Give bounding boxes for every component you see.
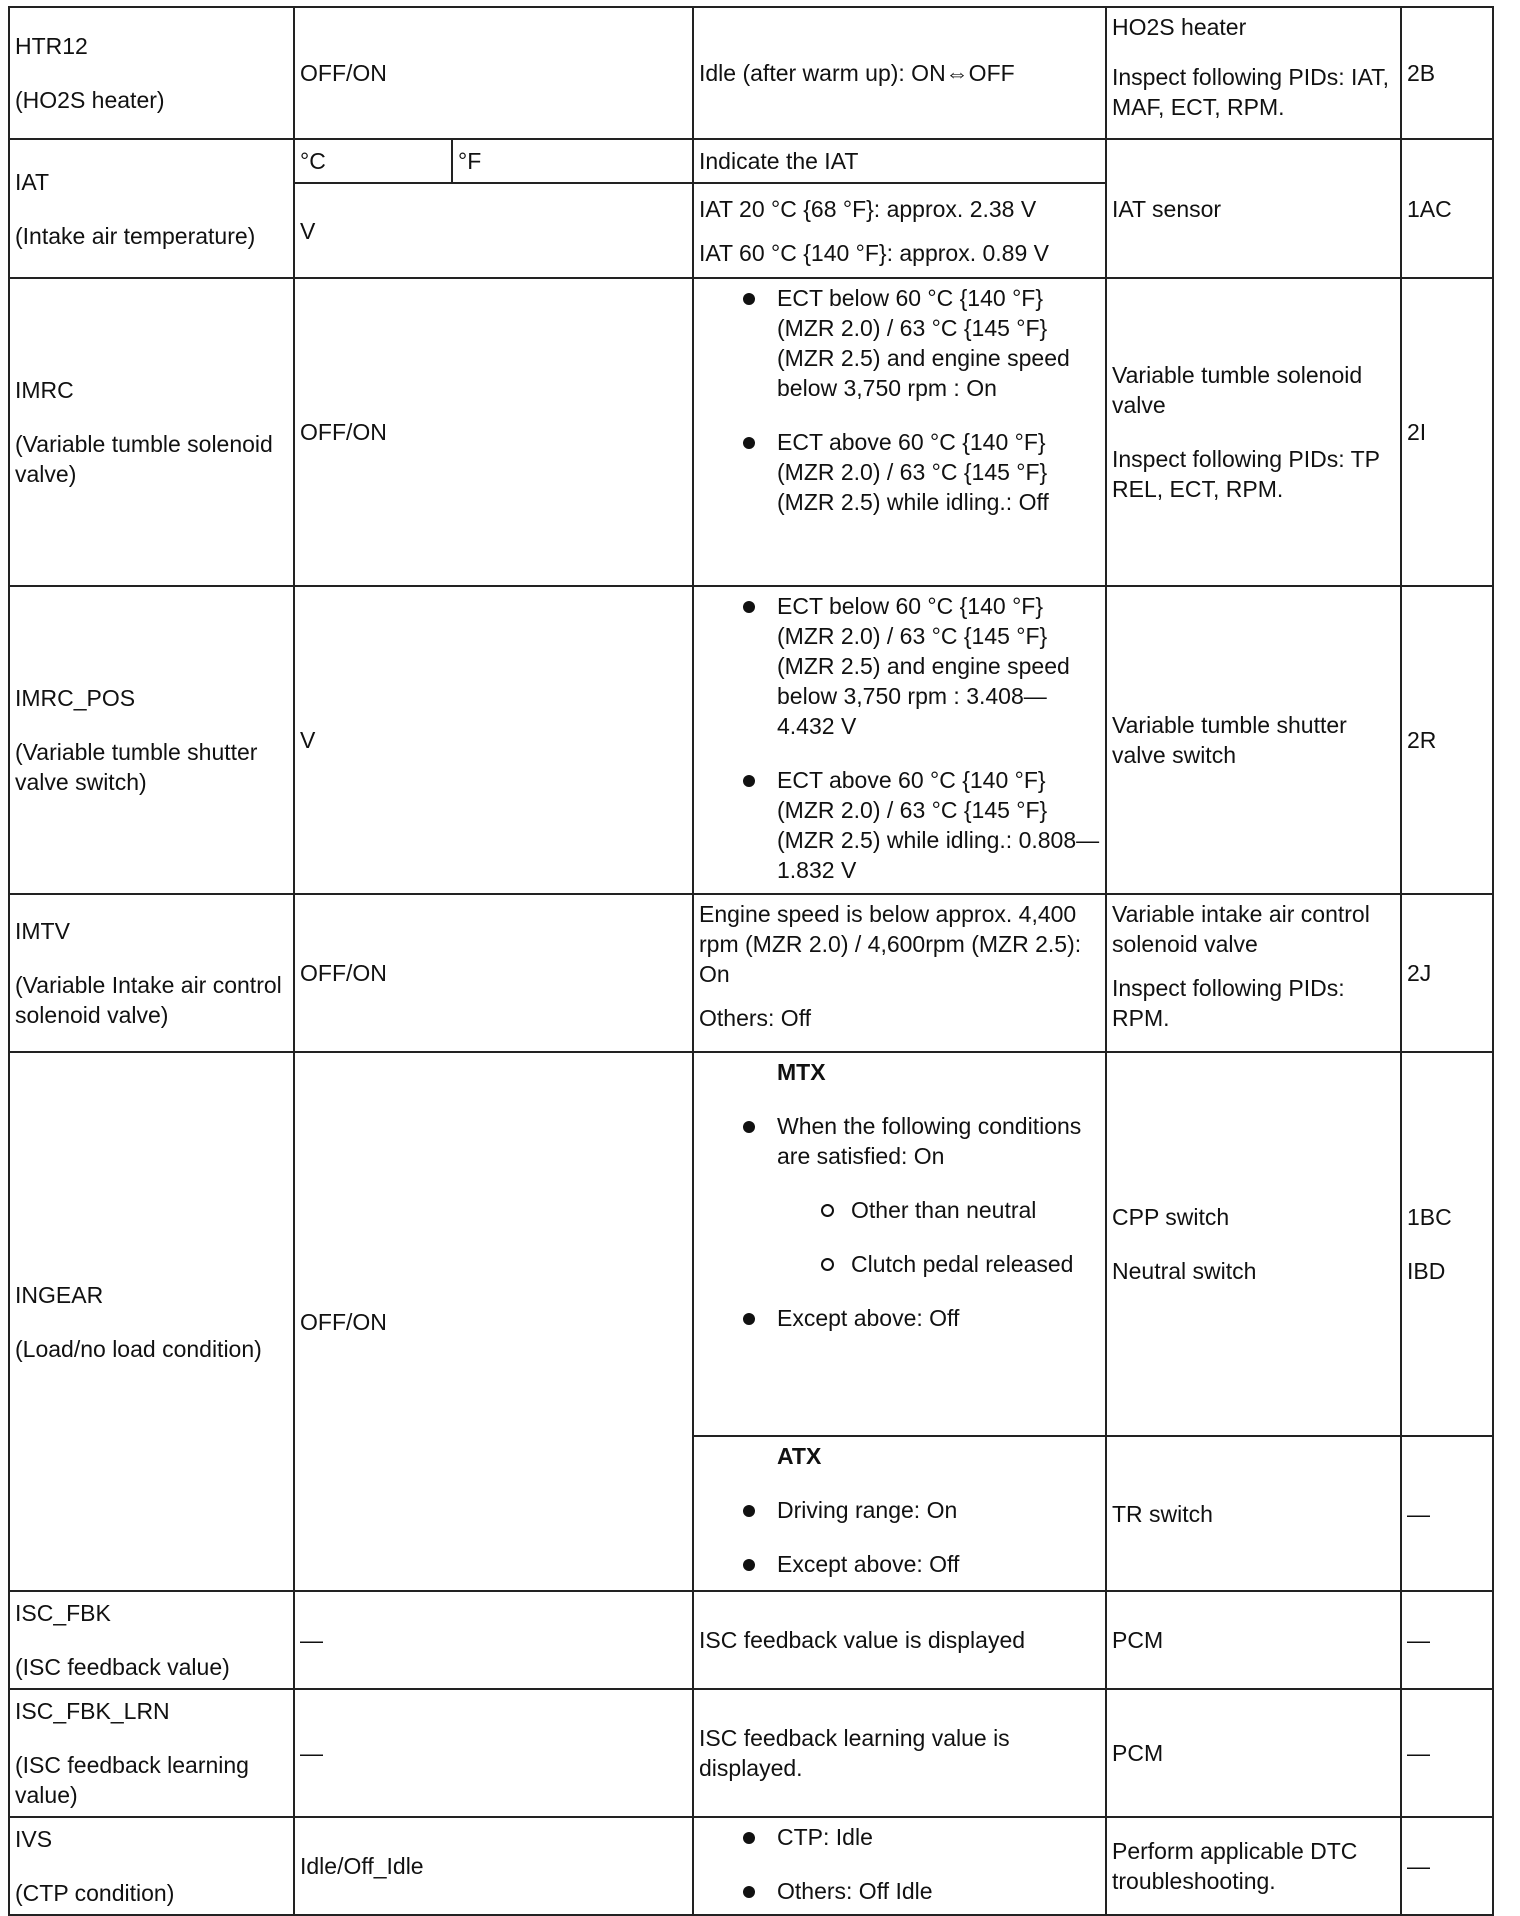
- condition-bullet: Except above: Off: [699, 1549, 1100, 1579]
- condition-cell: [693, 183, 1106, 278]
- table-row: [9, 894, 1493, 1052]
- unit-cell: OFF/ON: [294, 7, 693, 139]
- inspection-cell: Perform applicable DTC troubleshooting.: [1106, 1817, 1401, 1915]
- pid-cell: [9, 139, 294, 278]
- pid-description: (Load/no load condition): [15, 1335, 262, 1362]
- inspection-cell: [1106, 894, 1401, 1052]
- terminal-cell: 2I: [1401, 278, 1493, 586]
- condition-cell: Idle (after warm up): ON⇔OFF: [693, 7, 1106, 139]
- terminal-cell: 2J: [1401, 894, 1493, 1052]
- pid-cell: [9, 7, 294, 139]
- table-row: [9, 1817, 1493, 1915]
- atx-heading: ATX: [777, 1443, 822, 1469]
- pid-description: (Variable tumble shutter valve switch): [15, 739, 258, 795]
- condition-cell: ISC feedback value is displayed: [693, 1591, 1106, 1689]
- inspection-item: CPP switch: [1112, 1204, 1230, 1230]
- terminal-cell: —: [1401, 1817, 1493, 1915]
- inspection-cell: IAT sensor: [1106, 139, 1401, 278]
- pid-name: ISC_FBK: [15, 1600, 111, 1626]
- pid-description: (CTP condition): [15, 1880, 175, 1906]
- mtx-heading: MTX: [777, 1059, 826, 1085]
- terminal-value: IBD: [1407, 1258, 1446, 1284]
- pid-description: (ISC feedback learning value): [15, 1752, 249, 1808]
- pid-cell: [9, 278, 294, 586]
- terminal-cell: —: [1401, 1436, 1493, 1591]
- terminal-cell: 1AC: [1401, 139, 1493, 278]
- condition-bullet: When the following conditions are satisfied: On: [699, 1111, 1100, 1171]
- inspection-cell: PCM: [1106, 1689, 1401, 1817]
- pid-name: IAT: [15, 168, 50, 195]
- inspection-item: Variable intake air control solenoid valve: [1112, 901, 1370, 957]
- unit-cell: OFF/ON: [294, 278, 693, 586]
- condition-cell: [693, 586, 1106, 894]
- inspection-note: Inspect following PIDs: IAT, MAF, ECT, RPM.: [1112, 64, 1389, 120]
- table-row: [9, 1591, 1493, 1689]
- inspection-cell: [1106, 278, 1401, 586]
- terminal-value: 1BC: [1407, 1204, 1452, 1230]
- inspection-cell: [1106, 1052, 1401, 1436]
- inspection-item: Neutral switch: [1112, 1258, 1257, 1284]
- pid-cell: [9, 1052, 294, 1591]
- pid-name: INGEAR: [15, 1281, 104, 1308]
- unit-cell: OFF/ON: [294, 894, 693, 1052]
- inspection-cell: Variable tumble shutter valve switch: [1106, 586, 1401, 894]
- table-row: [9, 278, 1493, 586]
- terminal-cell: [1401, 1052, 1493, 1436]
- inspection-cell: TR switch: [1106, 1436, 1401, 1591]
- pid-description: (Variable tumble solenoid valve): [15, 431, 273, 487]
- condition-cell-atx: [693, 1436, 1106, 1591]
- inspection-item: Variable tumble solenoid valve: [1112, 362, 1363, 418]
- condition-bullet: Driving range: On: [699, 1495, 1100, 1525]
- inspection-note: Inspect following PIDs: TP REL, ECT, RPM.: [1112, 446, 1380, 502]
- pid-name: IMRC_POS: [15, 685, 136, 711]
- table-row: [9, 1689, 1493, 1817]
- condition-line: IAT 20 °C {68 °F}: approx. 2.38 V: [699, 195, 1037, 222]
- pid-description: (Variable Intake air control solenoid valve): [15, 972, 282, 1028]
- terminal-cell: 2R: [1401, 586, 1493, 894]
- pid-name: IMRC: [15, 377, 74, 403]
- condition-line: IAT 60 °C {140 °F}: approx. 0.89 V: [699, 239, 1049, 266]
- terminal-cell: —: [1401, 1689, 1493, 1817]
- condition-bullet: ECT below 60 °C {140 °F} (MZR 2.0) / 63 °C {145 °F} (MZR 2.5) and engine speed below 3,750 rpm : On: [699, 283, 1100, 403]
- unit-cell: —: [294, 1689, 693, 1817]
- condition-bullet: CTP: Idle: [699, 1822, 1100, 1852]
- table-row: [9, 7, 1493, 139]
- pid-cell: [9, 894, 294, 1052]
- unit-volt: V: [294, 183, 693, 278]
- condition-bullet: ECT above 60 °C {140 °F} (MZR 2.0) / 63 °C {145 °F} (MZR 2.5) while idling.: Off: [699, 427, 1100, 517]
- inspection-cell: [1106, 7, 1401, 139]
- unit-cell: Idle/Off_Idle: [294, 1817, 693, 1915]
- inspection-note: Inspect following PIDs: RPM.: [1112, 975, 1345, 1031]
- condition-cell: [693, 894, 1106, 1052]
- table-row: [9, 1052, 1493, 1436]
- unit-celsius: °C: [294, 139, 452, 183]
- condition-cell-mtx: [693, 1052, 1106, 1436]
- condition-cell: ISC feedback learning value is displayed.: [693, 1689, 1106, 1817]
- inspection-cell: PCM: [1106, 1591, 1401, 1689]
- unit-cell: —: [294, 1591, 693, 1689]
- pid-table: [8, 6, 1494, 1916]
- condition-cell: [693, 1817, 1106, 1915]
- pid-name: ISC_FBK_LRN: [15, 1698, 170, 1724]
- pid-description: (Intake air temperature): [15, 222, 256, 249]
- table-row: [9, 139, 1493, 183]
- pid-name: IMTV: [15, 918, 70, 944]
- condition-line: Others: Off: [699, 1005, 812, 1031]
- condition-bullet: ECT below 60 °C {140 °F} (MZR 2.0) / 63 °C {145 °F} (MZR 2.5) and engine speed below 3,750 rpm : 3.408—4.432 V: [699, 591, 1100, 741]
- inspection-item: HO2S heater: [1112, 14, 1247, 40]
- condition-bullet: Except above: Off: [699, 1303, 1100, 1333]
- terminal-cell: —: [1401, 1591, 1493, 1689]
- unit-fahrenheit: °F: [452, 139, 693, 183]
- condition-line: Engine speed is below approx. 4,400 rpm (MZR 2.0) / 4,600rpm (MZR 2.5): On: [699, 901, 1082, 987]
- unit-cell: OFF/ON: [294, 1052, 693, 1591]
- pid-cell: [9, 1689, 294, 1817]
- condition-bullet: ECT above 60 °C {140 °F} (MZR 2.0) / 63 °C {145 °F} (MZR 2.5) while idling.: 0.808—1.832 V: [699, 765, 1100, 885]
- pid-description: (HO2S heater): [15, 87, 165, 113]
- pid-cell: [9, 1817, 294, 1915]
- condition-cell: [693, 278, 1106, 586]
- pid-cell: [9, 586, 294, 894]
- condition-sub-bullet: Other than neutral: [699, 1195, 1100, 1225]
- terminal-cell: 2B: [1401, 7, 1493, 139]
- condition-cell: Indicate the IAT: [693, 139, 1106, 183]
- unit-cell: V: [294, 586, 693, 894]
- pid-name: IVS: [15, 1826, 53, 1852]
- pid-cell: [9, 1591, 294, 1689]
- table-row: [9, 586, 1493, 894]
- pid-name: HTR12: [15, 33, 88, 59]
- condition-sub-bullet: Clutch pedal released: [699, 1249, 1100, 1279]
- pid-description: (ISC feedback value): [15, 1654, 230, 1680]
- condition-bullet: Others: Off Idle: [699, 1876, 1100, 1906]
